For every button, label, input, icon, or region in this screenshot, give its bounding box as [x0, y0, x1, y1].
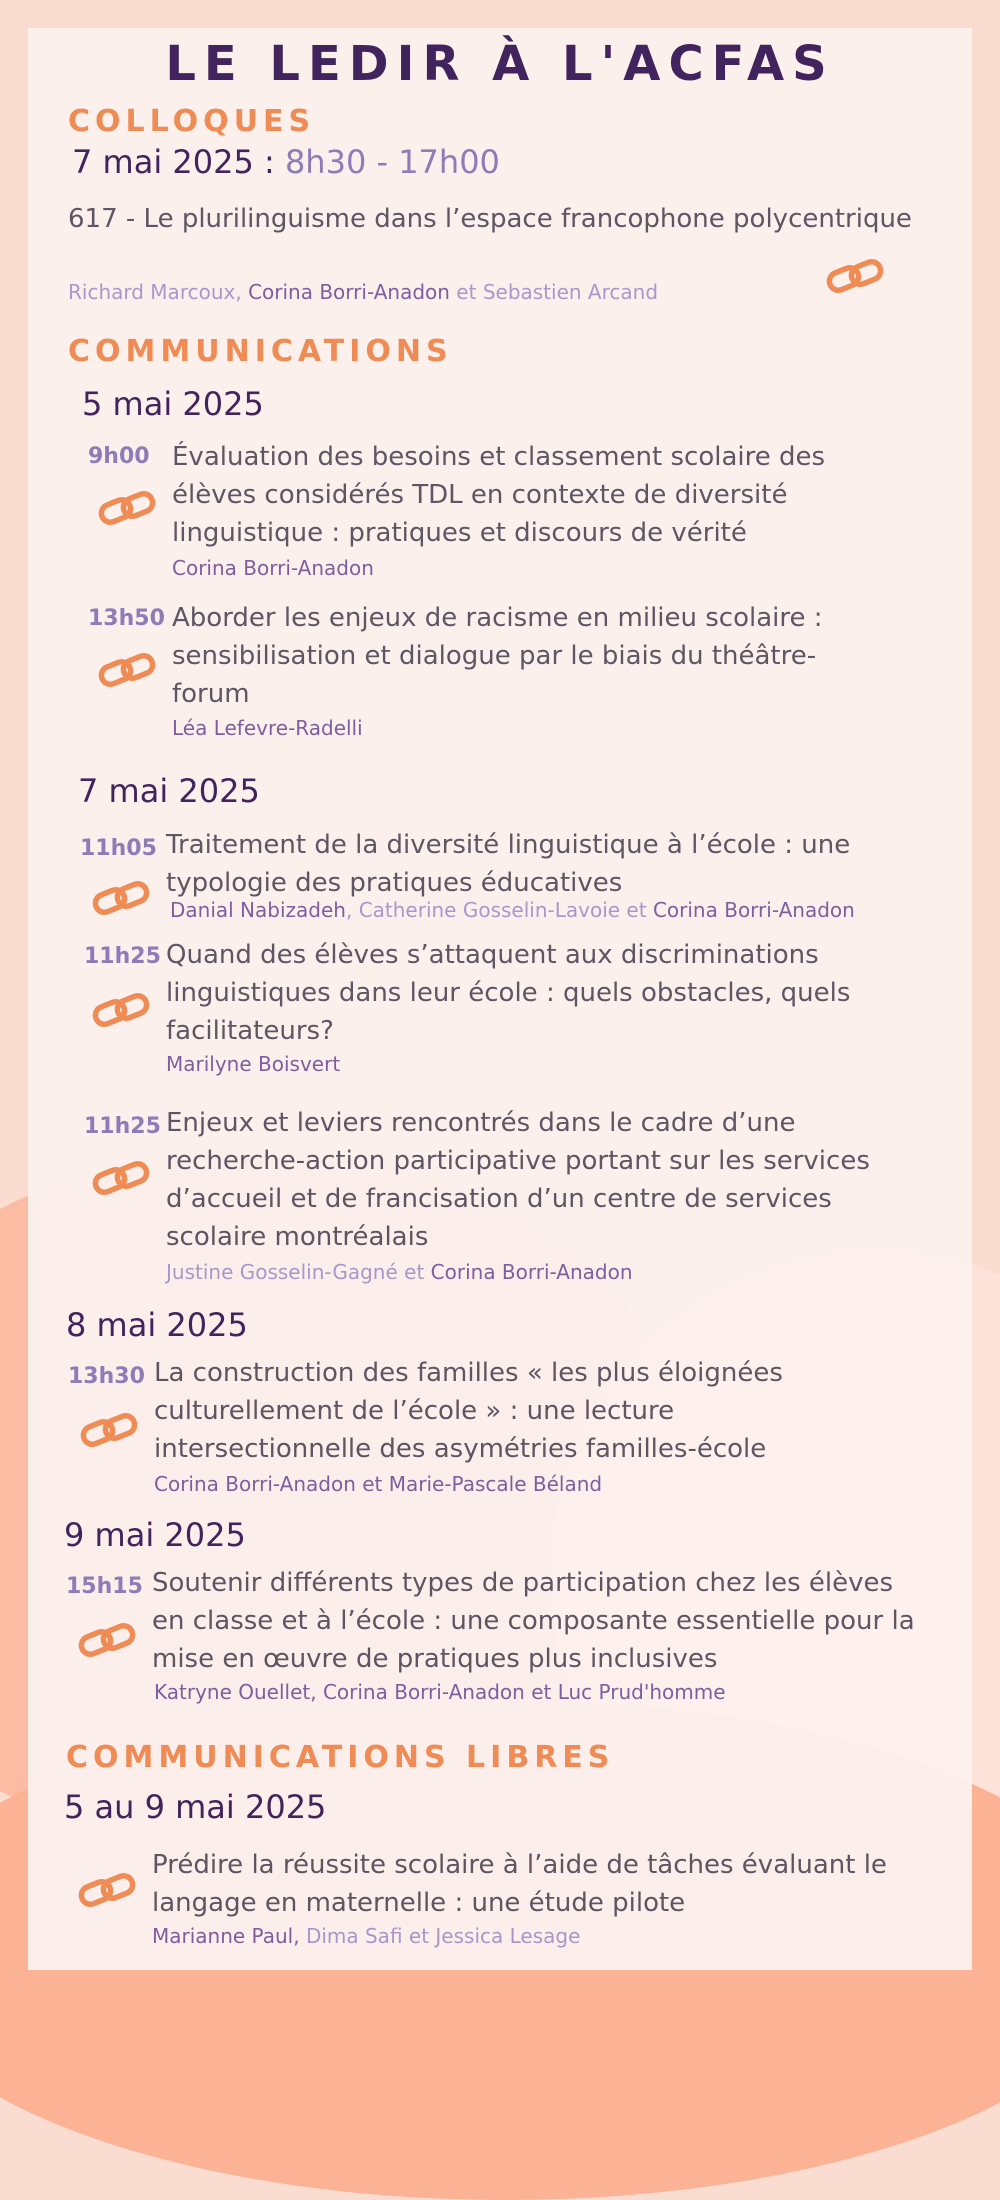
link-icon[interactable]: [98, 488, 156, 528]
day-date: 8 mai 2025: [66, 1306, 248, 1344]
session-time: 11h05: [80, 836, 157, 861]
session-title: Quand des élèves s’attaquent aux discriminations linguistiques dans leur école : quels obstacles, quels facilitateurs?: [166, 940, 851, 1046]
session-title: La construction des familles « les plus éloignées culturellement de l’école » : une lecture intersectionnelle des asymétries familles-école: [154, 1358, 783, 1464]
session-time: 13h30: [68, 1364, 145, 1389]
session-authors: Corina Borri-Anadon: [172, 556, 374, 580]
session-time: 15h15: [66, 1574, 143, 1599]
link-icon[interactable]: [98, 650, 156, 690]
session-authors: Katryne Ouellet, Corina Borri-Anadon et Luc Prud'homme: [154, 1680, 726, 1704]
section-communications-heading: COMMUNICATIONS: [68, 334, 453, 369]
day-date: 7 mai 2025: [78, 772, 260, 810]
link-icon[interactable]: [92, 878, 150, 918]
session-title: Traitement de la diversité linguistique à l’école : une typologie des pratiques éducatives: [166, 830, 851, 898]
colloque-authors: Richard Marcoux, Corina Borri-Anadon et Sebastien Arcand: [68, 280, 659, 304]
section-colloques-heading: COLLOQUES: [68, 104, 316, 139]
link-icon[interactable]: [92, 1158, 150, 1198]
session-time: 11h25: [84, 944, 161, 969]
session-title: Aborder les enjeux de racisme en milieu scolaire : sensibilisation et dialogue par le biais du théâtre-forum: [172, 603, 823, 709]
link-icon[interactable]: [78, 1620, 136, 1660]
colloques-date: [72, 143, 500, 181]
session-title: Évaluation des besoins et classement scolaire des élèves considérés TDL en contexte de diversité linguistique : pratiques et discours de vérité: [172, 442, 826, 548]
session-authors: Marianne Paul, Dima Safi et Jessica Lesage: [152, 1924, 581, 1948]
link-icon[interactable]: [92, 990, 150, 1030]
day-date: 5 mai 2025: [82, 385, 264, 423]
link-icon[interactable]: [826, 256, 884, 296]
colloque-title: 617 - Le plurilinguisme dans l’espace francophone polycentrique: [68, 204, 912, 234]
session-title: Enjeux et leviers rencontrés dans le cadre d’une recherche-action participative portant sur les services d’accueil et de francisation d’un centre de services scolaire montréalais: [166, 1108, 870, 1252]
day-date: 9 mai 2025: [64, 1516, 246, 1554]
link-icon[interactable]: [78, 1870, 136, 1910]
session-authors: Corina Borri-Anadon et Marie-Pascale Béland: [154, 1472, 603, 1496]
page-title: LE LEDIR À L'ACFAS: [165, 36, 835, 92]
session-time: 11h25: [84, 1114, 161, 1139]
day-date: 5 au 9 mai 2025: [64, 1788, 327, 1826]
colloques-time: 8h30 - 17h00: [284, 143, 500, 181]
link-icon[interactable]: [80, 1410, 138, 1450]
session-authors: Marilyne Boisvert: [166, 1052, 341, 1076]
session-time: 13h50: [88, 606, 165, 631]
session-authors: Justine Gosselin-Gagné et Corina Borri-Anadon: [166, 1260, 633, 1284]
session-time: 9h00: [88, 444, 150, 469]
section-libres-heading: COMMUNICATIONS LIBRES: [66, 1740, 615, 1775]
session-authors: Léa Lefevre-Radelli: [172, 716, 363, 740]
colloques-date-text: 7 mai 2025 :: [72, 143, 275, 181]
content-card: [28, 28, 972, 1970]
session-authors: Danial Nabizadeh, Catherine Gosselin-Lavoie et Corina Borri-Anadon: [170, 898, 855, 922]
session-title: Prédire la réussite scolaire à l’aide de tâches évaluant le langage en maternelle : une étude pilote: [152, 1850, 887, 1918]
session-title: Soutenir différents types de participation chez les élèves en classe et à l’école : une composante essentielle pour la mise en œuvre de pratiques plus inclusives: [152, 1568, 915, 1674]
